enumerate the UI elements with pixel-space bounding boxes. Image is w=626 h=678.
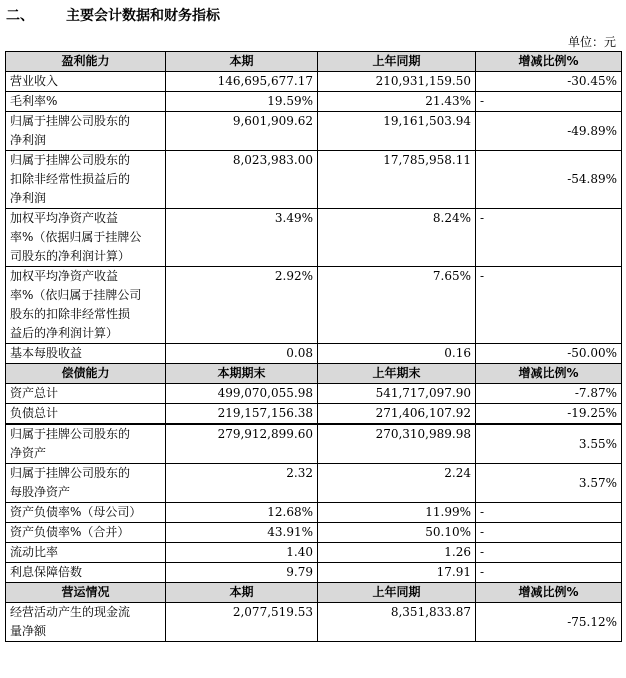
prior-value: 541,717,097.90: [318, 384, 476, 404]
table-row: [6, 543, 622, 563]
change-value: -: [476, 503, 622, 523]
prior-value: 11.99%: [318, 503, 476, 523]
prior-value: 7.65%: [318, 267, 476, 344]
prior-value: 210,931,159.50: [318, 72, 476, 92]
current-value: 279,912,899.60: [166, 424, 318, 464]
current-value: 2.92%: [166, 267, 318, 344]
row-label: 归属于挂牌公司股东的 净资产: [6, 424, 166, 464]
change-value: -54.89%: [476, 151, 622, 209]
table-row: [6, 209, 622, 267]
prior-value: 271,406,107.92: [318, 404, 476, 425]
row-label: 营业收入: [6, 72, 166, 92]
current-value: 19.59%: [166, 92, 318, 112]
change-value: -: [476, 563, 622, 583]
change-value: -: [476, 92, 622, 112]
prior-value: 270,310,989.98: [318, 424, 476, 464]
current-value: 146,695,677.17: [166, 72, 318, 92]
change-value: -: [476, 267, 622, 344]
change-value: -7.87%: [476, 384, 622, 404]
prior-value: 0.16: [318, 344, 476, 364]
section-title: 主要会计数据和财务指标: [66, 8, 220, 24]
change-value: -19.25%: [476, 404, 622, 425]
change-value: -49.89%: [476, 112, 622, 151]
current-value: 43.91%: [166, 523, 318, 543]
table-header-row: [6, 52, 622, 72]
current-value: 9,601,909.62: [166, 112, 318, 151]
change-value: -50.00%: [476, 344, 622, 364]
table-row: [6, 404, 622, 425]
prior-value: 21.43%: [318, 92, 476, 112]
row-label: 加权平均净资产收益 率%（依归属于挂牌公司 股东的扣除非经常性损 益后的净利润计算）: [6, 267, 166, 344]
section-heading: [6, 3, 220, 29]
table-row: [6, 344, 622, 364]
table-row: [6, 92, 622, 112]
column-header: 本期期末: [166, 364, 318, 384]
prior-value: 2.24: [318, 464, 476, 503]
row-label: 负债总计: [6, 404, 166, 425]
current-value: 3.49%: [166, 209, 318, 267]
column-header: 本期: [166, 583, 318, 603]
current-value: 12.68%: [166, 503, 318, 523]
current-value: 1.40: [166, 543, 318, 563]
table-row: [6, 523, 622, 543]
column-header: 盈利能力: [6, 52, 166, 72]
change-value: -30.45%: [476, 72, 622, 92]
row-label: 流动比率: [6, 543, 166, 563]
row-label: 归属于挂牌公司股东的 净利润: [6, 112, 166, 151]
change-value: -: [476, 523, 622, 543]
column-header: 本期: [166, 52, 318, 72]
row-label: 经营活动产生的现金流 量净额: [6, 603, 166, 642]
prior-value: 8.24%: [318, 209, 476, 267]
table-row: [6, 424, 622, 464]
change-value: -: [476, 543, 622, 563]
current-value: 9.79: [166, 563, 318, 583]
table-row: [6, 464, 622, 503]
table-row: [6, 384, 622, 404]
table-row: [6, 563, 622, 583]
column-header: 偿债能力: [6, 364, 166, 384]
column-header: 增减比例%: [476, 52, 622, 72]
table-header-row: [6, 364, 622, 384]
section-number: 二、: [6, 8, 34, 24]
row-label: 利息保障倍数: [6, 563, 166, 583]
current-value: 8,023,983.00: [166, 151, 318, 209]
row-label: 资产总计: [6, 384, 166, 404]
row-label: 加权平均净资产收益 率%（依据归属于挂牌公 司股东的净利润计算）: [6, 209, 166, 267]
change-value: 3.57%: [476, 464, 622, 503]
column-header: 上年期末: [318, 364, 476, 384]
column-header: 增减比例%: [476, 364, 622, 384]
prior-value: 17,785,958.11: [318, 151, 476, 209]
prior-value: 19,161,503.94: [318, 112, 476, 151]
row-label: 资产负债率%（母公司）: [6, 503, 166, 523]
row-label: 毛利率%: [6, 92, 166, 112]
prior-value: 17.91: [318, 563, 476, 583]
current-value: 499,070,055.98: [166, 384, 318, 404]
current-value: 2.32: [166, 464, 318, 503]
row-label: 资产负债率%（合并）: [6, 523, 166, 543]
unit-label: 单位：元: [567, 35, 616, 49]
table-row: [6, 603, 622, 642]
column-header: 上年同期: [318, 583, 476, 603]
table-row: [6, 112, 622, 151]
column-header: 增减比例%: [476, 583, 622, 603]
row-label: 基本每股收益: [6, 344, 166, 364]
column-header: 营运情况: [6, 583, 166, 603]
table-row: [6, 503, 622, 523]
table-row: [6, 151, 622, 209]
column-header: 上年同期: [318, 52, 476, 72]
prior-value: 8,351,833.87: [318, 603, 476, 642]
current-value: 219,157,156.38: [166, 404, 318, 425]
prior-value: 1.26: [318, 543, 476, 563]
change-value: 3.55%: [476, 424, 622, 464]
current-value: 2,077,519.53: [166, 603, 318, 642]
prior-value: 50.10%: [318, 523, 476, 543]
financial-indicators-table: [5, 51, 622, 642]
table-row: [6, 267, 622, 344]
change-value: -: [476, 209, 622, 267]
change-value: -75.12%: [476, 603, 622, 642]
table-row: [6, 72, 622, 92]
table-header-row: [6, 583, 622, 603]
row-label: 归属于挂牌公司股东的 每股净资产: [6, 464, 166, 503]
row-label: 归属于挂牌公司股东的 扣除非经常性损益后的 净利润: [6, 151, 166, 209]
current-value: 0.08: [166, 344, 318, 364]
